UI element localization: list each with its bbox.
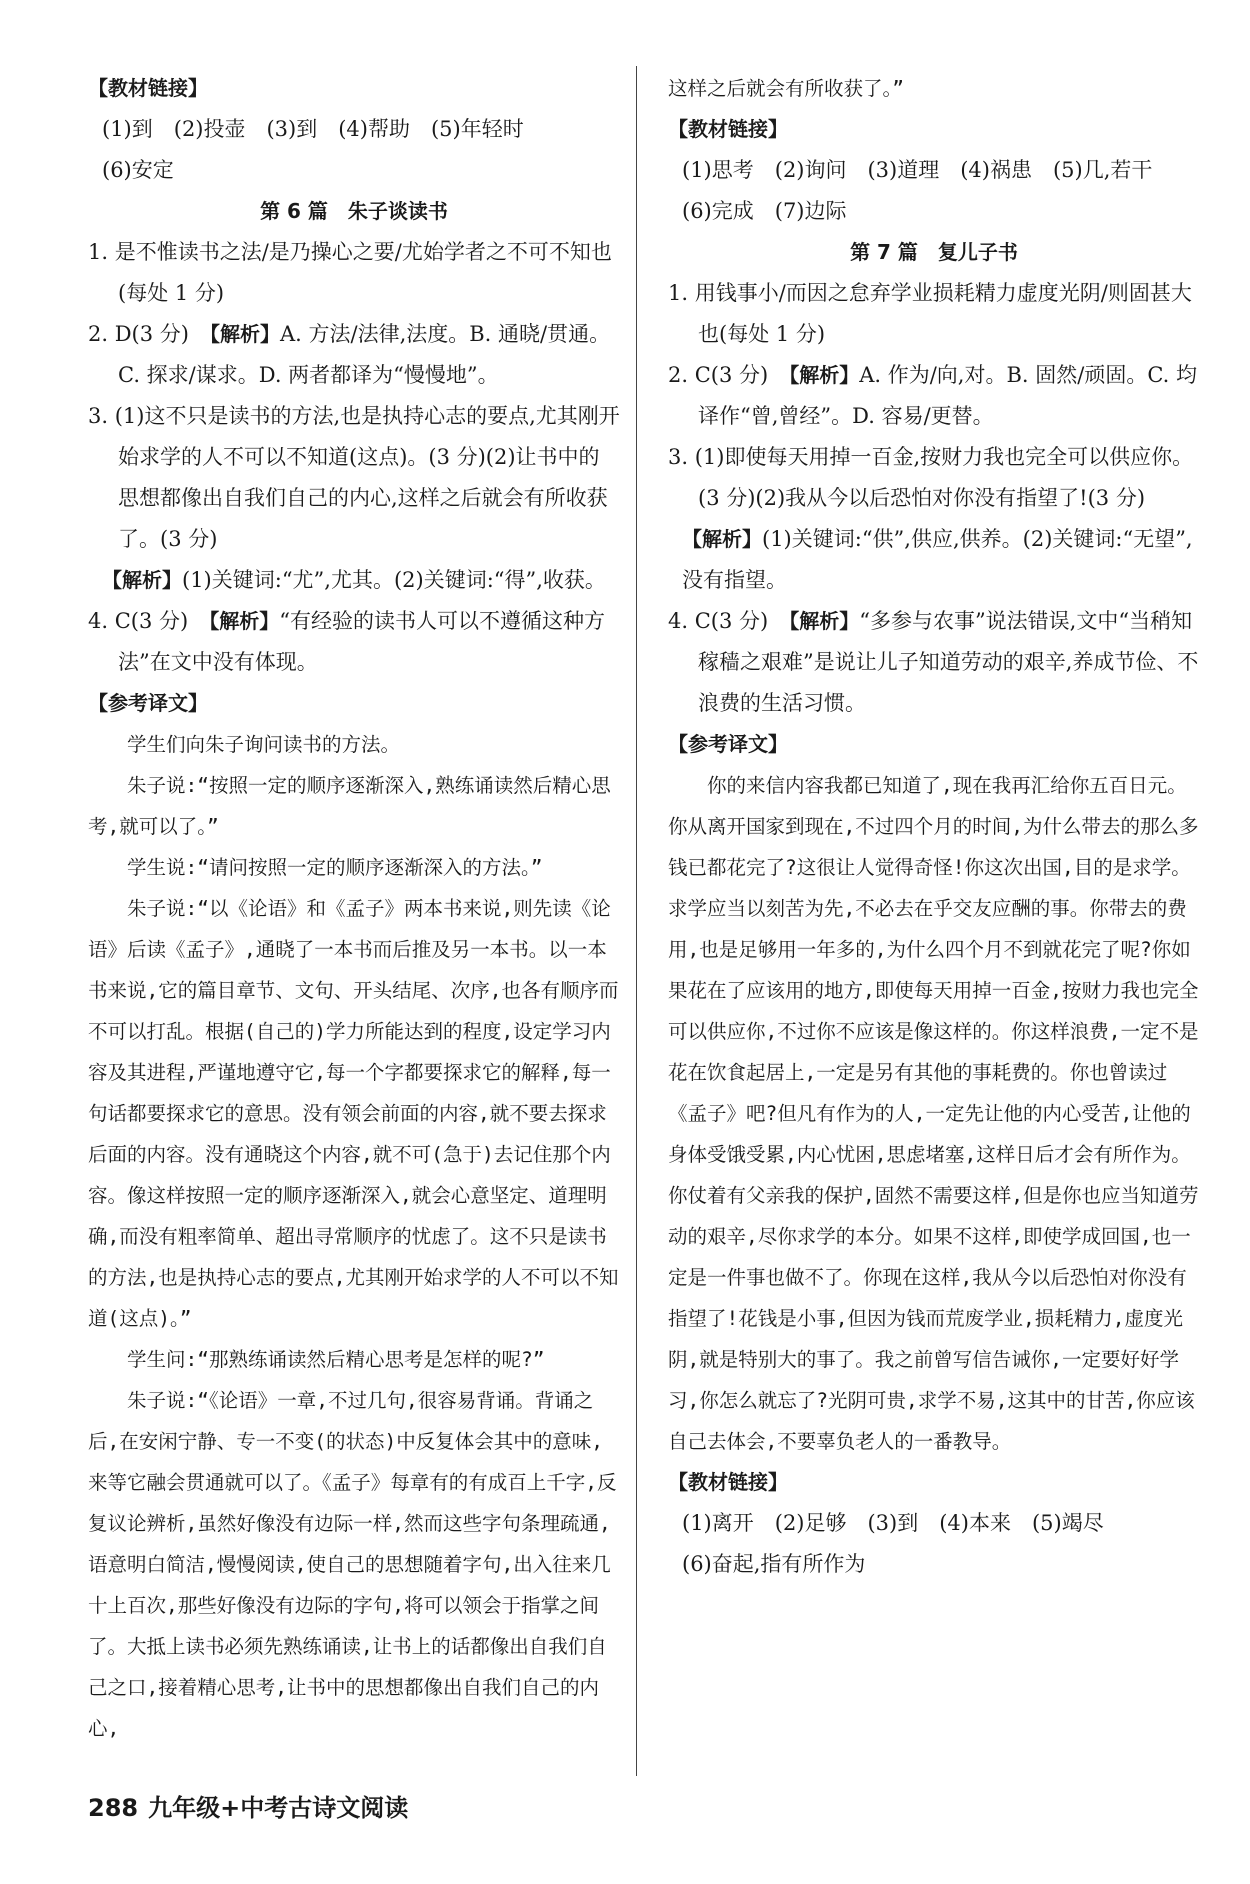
- analysis-line: [668, 519, 1200, 601]
- answer-2: [88, 314, 620, 396]
- textbook-link-line: (6)奋起,指有所作为: [682, 1552, 866, 1576]
- analysis-text: (1)关键词:“供”,供应,供养。(2)关键词:“无望”,没有指望。: [682, 527, 1193, 592]
- chapter-title: 第 6 篇 朱子谈读书: [260, 199, 448, 223]
- analysis-text: “多参与农事”说法错误,文中“当稍知稼穑之艰难”是说让儿子知道劳动的艰辛,养成节俭、不浪费的生活习惯。: [698, 609, 1199, 715]
- section-heading: 【参考译文】: [668, 732, 788, 756]
- analysis-tag: 【解析】: [789, 363, 860, 387]
- analysis-tag: 【解析】: [209, 322, 280, 346]
- section-heading: 【教材链接】: [668, 117, 788, 141]
- answer-prefix: 4. C(3 分): [88, 609, 210, 633]
- answer-2: [668, 355, 1200, 437]
- book-title: 九年级+中考古诗文阅读: [148, 1794, 409, 1822]
- answer-3: 3. (1)这不只是读书的方法,也是执持心志的要点,尤其刚开始求学的人不可以不知道(这点)。(3 分)(2)让书中的思想都像出自我们自己的内心,这样之后就会有所收获了。(3 分): [88, 404, 620, 551]
- answer-4: [668, 601, 1200, 724]
- textbook-link-line: (6)安定: [102, 158, 174, 182]
- section-heading: 【教材链接】: [88, 76, 208, 100]
- translation-continuation: 这样之后就会有所收获了。”: [668, 77, 904, 100]
- answer-prefix: 2. D(3 分): [88, 322, 210, 346]
- translation-paragraph: 你的来信内容我都已知道了,现在我再汇给你五百日元。你从离开国家到现在,不过四个月的时间,为什么带去的那么多钱已都花完了?这很让人觉得奇怪!你这次出国,目的是求学。求学应当以刻苦为先,不必去在乎交友应酬的事。你带去的费用,也是足够用一年多的,为什么四个月不到就花完了呢?你如果花在了应该用的地方,即使每天用掉一百金,按财力我也完全可以供应你,不过你不应该是像这样的。你这样浪费,一定不是花在饮食起居上,一定是另有其他的事耗费的。你也曾读过《孟子》吧?但凡有作为的人,一定先让他的内心受苦,让他的身体受饿受累,内心忧困,思虑堵塞,这样日后才会有所作为。你仗着有父亲我的保护,固然不需要这样,但是你也应当知道劳动的艰辛,尽你求学的本分。如果不这样,即使学成回国,也一定是一件事也做不了。你现在这样,我从今以后恐怕对你没有指望了!花钱是小事,但因为钱而荒废学业,损耗精力,虚度光阴,就是特别大的事了。我之前曾写信告诫你,一定要好好学习,你怎么就忘了?光阴可贵,求学不易,这其中的甘苦,你应该自己去体会,不要辜负老人的一番教导。: [668, 774, 1199, 1453]
- textbook-link-line: (6)完成 (7)边际: [682, 199, 847, 223]
- translation-paragraph: 朱子说:“按照一定的顺序逐渐深入,熟练诵读然后精心思考,就可以了。”: [88, 774, 611, 838]
- analysis-line: [88, 560, 620, 601]
- translation-paragraph: 学生说:“请问按照一定的顺序逐渐深入的方法。”: [127, 856, 543, 879]
- analysis-tag: 【解析】: [209, 609, 280, 633]
- answer-3: 3. (1)即使每天用掉一百金,按财力我也完全可以供应你。(3 分)(2)我从今以后恐怕对你没有指望了!(3 分): [668, 445, 1194, 510]
- chapter-title: 第 7 篇 复儿子书: [850, 240, 1018, 264]
- answer-4: [88, 601, 620, 683]
- analysis-tag: 【解析】: [682, 527, 762, 551]
- answer-prefix: 2. C(3 分): [668, 363, 790, 387]
- answer-prefix: 4. C(3 分): [668, 609, 790, 633]
- section-heading: 【教材链接】: [668, 1470, 788, 1494]
- page-number: 288: [88, 1794, 139, 1822]
- analysis-tag: 【解析】: [102, 568, 182, 592]
- section-heading: 【参考译文】: [88, 691, 208, 715]
- translation-paragraph: 朱子说:“《论语》一章,不过几句,很容易背诵。背诵之后,在安闲宁静、专一不变(的状态)中反复体会其中的意味,来等它融会贯通就可以了。《孟子》每章有的有成百上千字,反复议论辨析,虽然好像没有边际一样,然而这些字句条理疏通,语意明白简洁,慢慢阅读,使自己的思想随着字句,出入往来几十上百次,那些好像没有边际的字句,将可以领会于指掌之间了。大抵上读书必须先熟练诵读,让书上的话都像出自我们自己之口,接着精心思考,让书中的思想都像出自我们自己的内心,: [88, 1389, 617, 1740]
- answer-1: 1. 是不惟读书之法/是乃操心之要/尤始学者之不可不知也(每处 1 分): [88, 240, 612, 305]
- translation-paragraph: 朱子说:“以《论语》和《孟子》两本书来说,则先读《论语》后读《孟子》,通晓了一本书而后推及另一本书。以一本书来说,它的篇目章节、文句、开头结尾、次序,也各有顺序而不可以打乱。根据(自己的)学力所能达到的程度,设定学习内容及其进程,严谨地遵守它,每一个字都要探求它的解释,每一句话都要探求它的意思。没有领会前面的内容,就不要去探求后面的内容。没有通晓这个内容,就不可(急于)去记住那个内容。像这样按照一定的顺序逐渐深入,就会心意坚定、道理明确,而没有粗率简单、超出寻常顺序的忧虑了。这不只是读书的方法,也是执持心志的要点,尤其刚开始求学的人不可以不知道(这点)。”: [88, 897, 619, 1330]
- analysis-text: (1)关键词:“尤”,尤其。(2)关键词:“得”,收获。: [182, 568, 606, 592]
- translation-paragraph: 学生们向朱子询问读书的方法。: [127, 733, 401, 756]
- analysis-text: A. 方法/法律,法度。B. 通晓/贯通。C. 探求/谋求。D. 两者都译为“慢慢地”。: [118, 322, 611, 387]
- answer-1: 1. 用钱事小/而因之怠弃学业损耗精力虚度光阴/则固甚大也(每处 1 分): [668, 281, 1192, 346]
- right-column: [668, 68, 1200, 1585]
- analysis-tag: 【解析】: [789, 609, 860, 633]
- column-divider: [636, 66, 637, 1776]
- left-column: [88, 68, 620, 1749]
- textbook-link-line: (1)思考 (2)询问 (3)道理 (4)祸患 (5)几,若干: [682, 158, 1153, 182]
- page-footer: [88, 1788, 408, 1823]
- translation-paragraph: 学生问:“那熟练诵读然后精心思考是怎样的呢?”: [127, 1348, 545, 1371]
- textbook-link-line: (1)离开 (2)足够 (3)到 (4)本来 (5)竭尽: [682, 1511, 1104, 1535]
- analysis-text: A. 作为/向,对。B. 固然/顽固。C. 均译作“曾,曾经”。D. 容易/更替。: [698, 363, 1197, 428]
- textbook-link-line: (1)到 (2)投壶 (3)到 (4)帮助 (5)年轻时: [102, 117, 524, 141]
- analysis-text: “有经验的读书人可以不遵循这种方法”在文中没有体现。: [118, 609, 605, 674]
